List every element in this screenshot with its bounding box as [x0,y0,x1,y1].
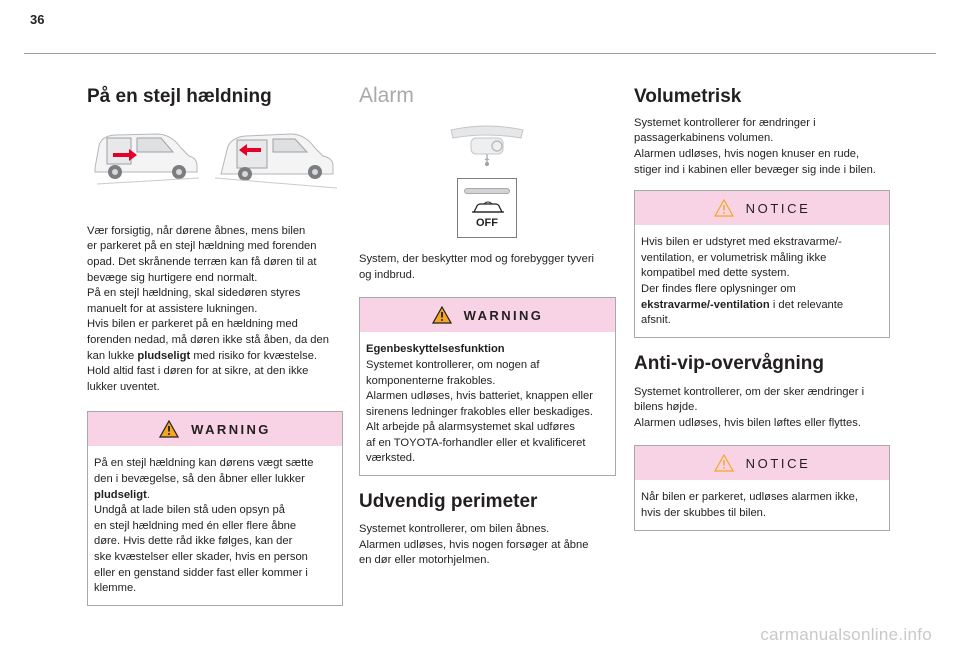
notice-body: Hvis bilen er udstyret med ekstravarme/- ventilation, er volumetrisk måling ikke kompatibel med dette system. Der findes flere oplysninger om ekstravarme/-ventilation i det relevante afsnit. [641,236,844,327]
perimeter-text: Systemet kontrollerer, om bilen åbnes. Alarmen udløses, hvis nogen forsøger at åbne en dør eller motorhjelmen. [359,522,589,567]
column-volumetric [634,78,890,531]
notice-title: NOTICE [745,200,811,216]
volumetric-intro: Systemet kontrollerer for ændringer i passagerkabinens volumen. Alarmen udløses, hvis nogen knuser en rude, stiger ind i kabinen eller bevæger sig inde i bilen. [634,116,876,176]
heading-antivip: Anti-vip-overvågning [634,352,825,374]
warning-title: WARNING [463,307,544,323]
alarm-button-image [457,178,517,238]
notice-triangle-icon [714,199,734,217]
notice-header [635,446,889,480]
van-left-illustration [95,134,199,184]
warning-header [88,412,342,446]
self-protection-title: Egenbeskyttelsesfunktion [366,343,505,356]
rearview-mirror-sensor-illustration [359,116,616,168]
warning-body: På en stejl hældning kan dørens vægt sætte den i bevægelse, så den åbner eller lukker pludseligt. Undgå at lade bilen stå uden opsyn på en stejl hældning med én eller flere åbne døre. Hvis dette råd ikke følges, kan der ske kvæstelser eller skader, hvis en person eller en genstand sidder fast eller kommer i klemme. [94,457,314,595]
car-alarm-icon [470,201,506,215]
van-right-illustration [215,134,337,188]
alarm-intro: System, der beskytter mod og forebygger tyveri og indbrud. [359,253,595,281]
off-label: OFF [476,217,498,230]
warning-header [360,298,615,332]
warning-triangle-icon [159,420,179,438]
notice-header [635,191,889,225]
watermark: carmanualsonline.info [760,625,932,644]
mirror-illustration [359,116,616,168]
warning-title: WARNING [191,421,271,437]
heading-alarm: Alarm [359,84,414,107]
notice-title: NOTICE [745,455,811,471]
notice-triangle-icon [714,454,734,472]
top-divider [24,53,936,54]
antivip-text: Systemet kontrollerer, om der sker ændringer i bilens højde. Alarmen udløses, hvis bilen løftes eller flyttes. [634,385,865,429]
heading-perimeter: Udvendig perimeter [359,491,538,513]
warning-body: Egenbeskyttelsesfunktion Systemet kontrollerer, om nogen af komponenterne frakobles. Alarmen udløses, hvis batteriet, knappen eller sirenens ledninger frakobles eller beskadiges. Alt arbejde på alarmsystemet skal udføres af en TOYOTA-forhandler eller et kvalificeret værksted. [366,343,593,465]
page-number: 36 [30,12,45,27]
van-door-illustration [87,122,343,194]
notice-body: Når bilen er parkeret, udløses alarmen ikke, hvis der skubbes til bilen. [641,491,859,519]
heading-slope: På en stejl hældning [87,86,272,107]
slope-intro: Vær forsigtig, når dørene åbnes, mens bilen er parkeret på en stejl hældning med forenden opad. Det skrånende terræn kan få døren til at bevæge sig hurtigere end normalt. På en stejl hældning, skal sidedøren styres manuelt for at assistere lukningen. Hvis bilen er parkeret på en hældning med forenden nedad, må døren ikke stå åben, da den kan lukke pludseligt med risiko for kvæstelse. Hold altid fast i døren for at sikre, at den ikke lukker uventet. [87,224,329,393]
column-slope [87,78,343,606]
heading-volumetric: Volumetrisk [634,86,742,107]
notice-box-volumetric [634,190,890,338]
warning-box-slope [87,411,343,605]
warning-triangle-icon [432,306,452,324]
column-alarm [359,78,616,569]
warning-box-alarm [359,297,616,476]
notice-box-antivip [634,445,890,530]
door-illustrations [87,122,343,194]
